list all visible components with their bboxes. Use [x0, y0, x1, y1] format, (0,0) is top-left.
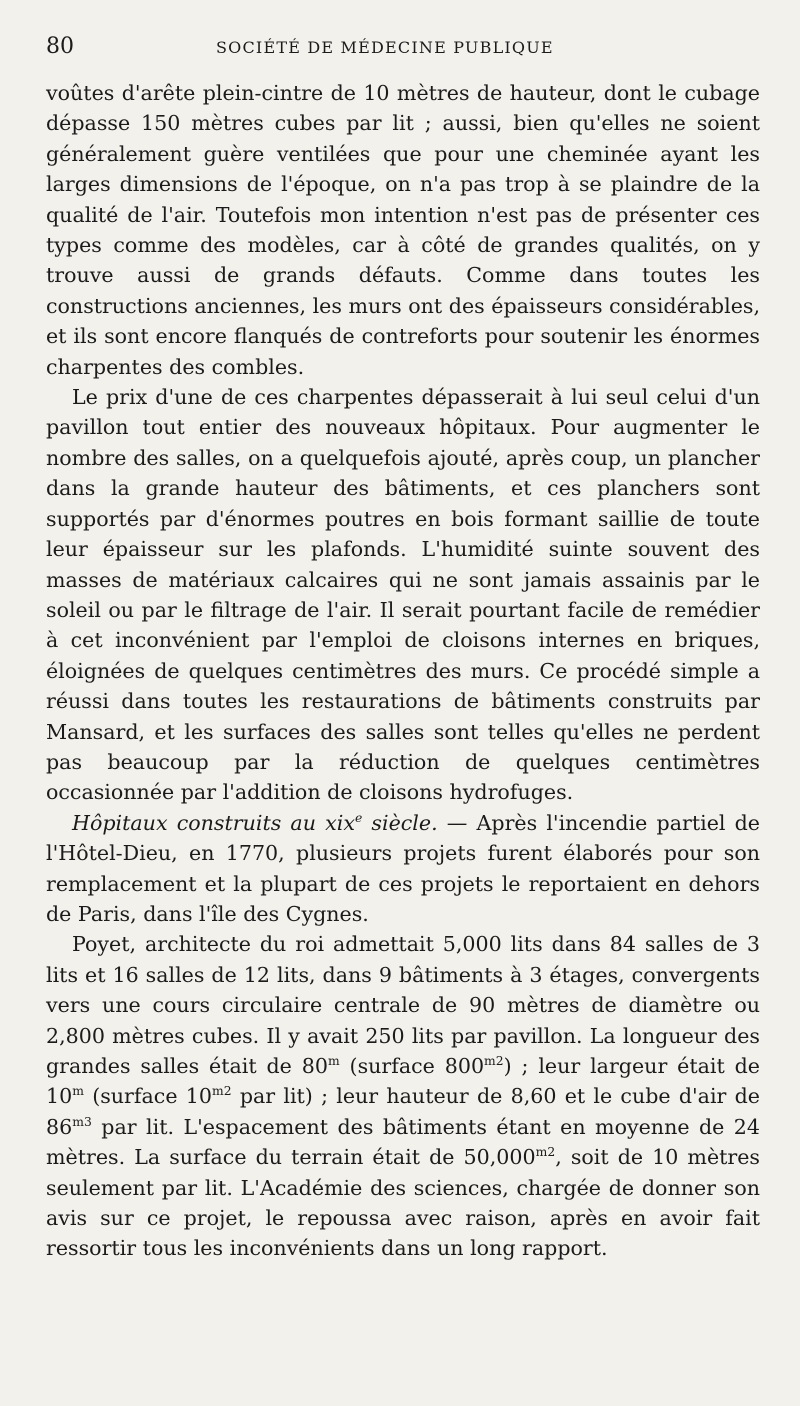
- paragraph-4-text-3: ) ; leur largeur était de 10: [46, 1054, 760, 1109]
- section-title: [72, 811, 438, 835]
- paragraph-4-text-1: Poyet, architecte du roi admettait 5,000 lits dans 84 salles de 3 lits et 16 salles de 12 lits, dans 9 bâtiments à 3 étages, convergents vers une cours circulaire centrale de 90 mètres de diamètre ou 2,800 mètres cubes. Il y avait 250 lits par pavillon. La longueur des grandes salles était de 80: [46, 932, 760, 1078]
- paragraph-1: voûtes d'arête plein-cintre de 10 mètres de hauteur, dont le cubage dépasse 150 mètres cubes par lit ; aussi, bien qu'elles ne soient généralement guère ventilées que pour une cheminée ayant les larges dimensions de l'époque, on n'a pas trop à se plaindre de la qualité de l'air. Toutefois mon intention n'est pas de présenter ces types comme des modèles, car à côté de grandes qualités, on y trouve aussi de grands défauts. Comme dans toutes les constructions anciennes, les murs ont des épaisseurs considérables, et ils sont encore flanqués de contreforts pour soutenir les énormes charpentes des combles.: [46, 81, 760, 379]
- paragraph-4-text-7: , soit de 10 mètres seulement par lit. L'Académie des sciences, chargée de donner son avis sur ce projet, le repoussa avec raison, après en avoir fait ressortir tous les inconvénients dans un long rapport.: [46, 1145, 761, 1261]
- section-title-century: xix: [325, 810, 355, 835]
- paragraph-4-text-5: par lit) ; leur hauteur de 8,60 et le cube d'air de 86: [46, 1084, 760, 1139]
- paragraph-4: [46, 929, 760, 1263]
- body-text: [46, 78, 760, 1264]
- unit-cubic-metre: m3: [72, 1114, 92, 1129]
- section-title-part-1: Hôpitaux construits au: [72, 810, 326, 835]
- unit-square-metre-3: m2: [535, 1145, 556, 1160]
- unit-square-metre-2: m2: [211, 1084, 232, 1099]
- unit-metre-2: m: [72, 1084, 84, 1099]
- section-title-century-sup: e: [354, 810, 363, 825]
- paragraph-4-text-2: (surface 800: [339, 1054, 485, 1078]
- page-number: 80: [46, 34, 74, 59]
- paragraph-3-text: — Après l'incendie partiel de l'Hôtel-Dieu, en 1770, plusieurs projets furent élaborés pour son remplacement et la plupart de ces projets le reportaient en dehors de Paris, dans l'île des Cygnes.: [46, 810, 760, 926]
- running-head: [46, 34, 760, 78]
- paragraph-4-text-6: par lit. L'espacement des bâtiments étant en moyenne de 24 mètres. La surface du terrain était de 50,000: [46, 1114, 760, 1170]
- paragraph-4-text-4: (surface 10: [83, 1084, 212, 1109]
- section-title-part-2: siècle.: [362, 810, 438, 835]
- paragraph-2: Le prix d'une de ces charpentes dépasserait à lui seul celui d'un pavillon tout entier des nouveaux hôpitaux. Pour augmenter le nombre des salles, on a quelquefois ajouté, après coup, un plancher dans la grande hauteur des bâtiments, et ces planchers sont supportés par d'énormes poutres en bois formant saillie de toute leur épaisseur sur les plafonds. L'humidité suinte souvent des masses de matériaux calcaires qui ne sont jamais assainis par le soleil ou par le filtrage de l'air. Il serait pourtant facile de remédier à cet inconvénient par l'emploi de cloisons internes en briques, éloignées de quelques centimètres des murs. Ce procédé simple a réussi dans toutes les restaurations de bâtiments construits par Mansard, et les surfaces des salles sont telles qu'elles ne perdent pas beaucoup par la réduction de quelques centimètres occasionnée par l'addition de cloisons hydrofuges.: [46, 385, 760, 805]
- unit-metre-1: m: [327, 1054, 340, 1069]
- paragraph-3: [46, 808, 760, 930]
- running-head-title: SOCIÉTÉ DE MÉDECINE PUBLIQUE: [216, 38, 554, 57]
- unit-square-metre-1: m2: [484, 1054, 504, 1069]
